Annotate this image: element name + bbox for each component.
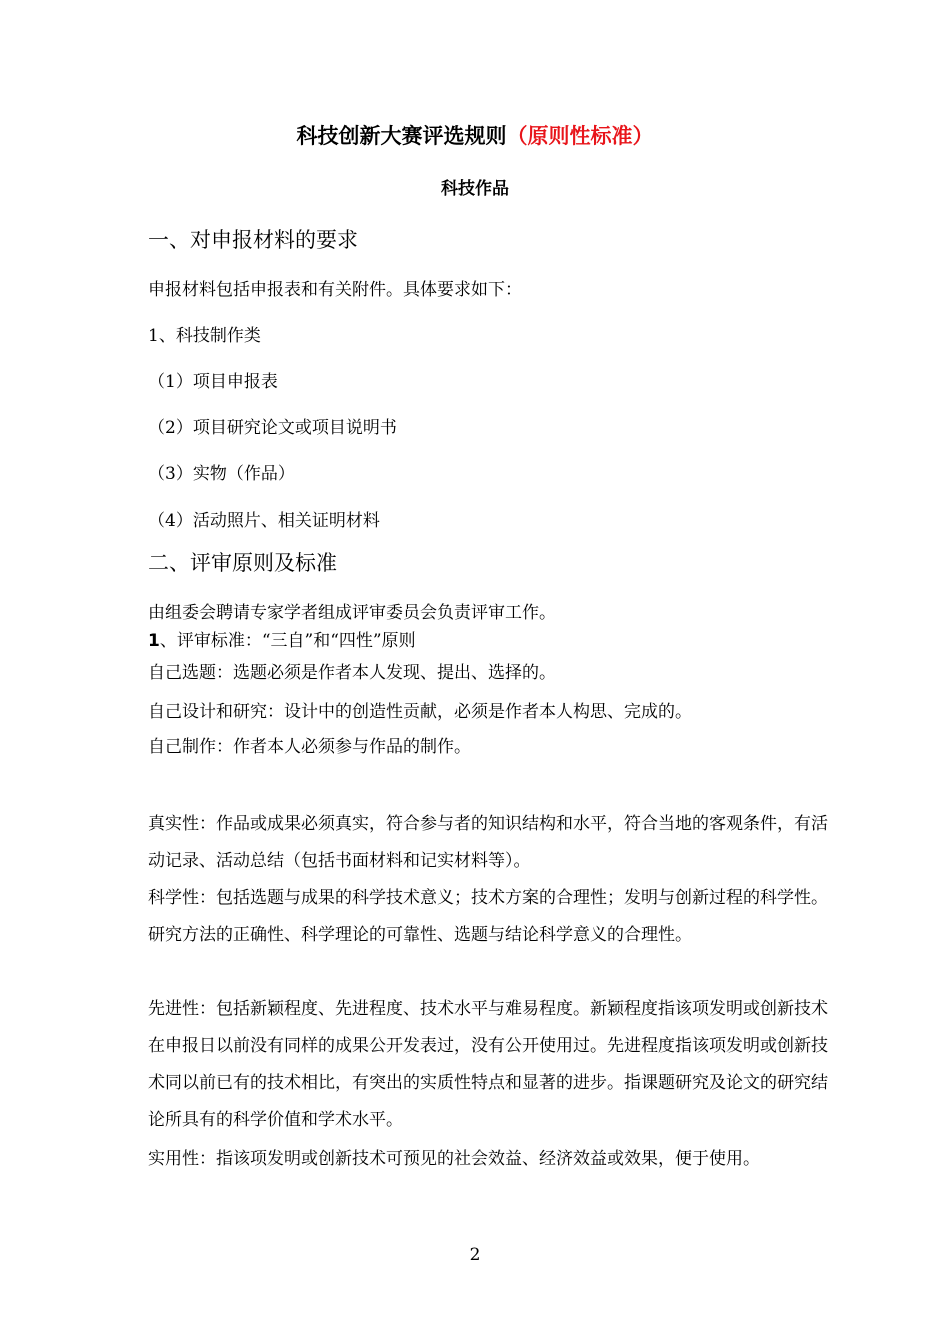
material-item-1: （1）项目申报表 (148, 372, 278, 392)
section1-category: 1、科技制作类 (148, 326, 261, 346)
document-title (0, 121, 950, 151)
section1-intro: 申报材料包括申报表和有关附件。具体要求如下： (148, 280, 522, 300)
property-scientific: 科学性：包括选题与成果的科学技术意义；技术方案的合理性；发明与创新过程的科学性。研究方法的正确性、科学理论的可靠性、选题与结论科学意义的合理性。 (148, 888, 828, 945)
self-principle-1: 自己选题：选题必须是作者本人发现、提出、选择的。 (148, 663, 556, 683)
material-item-4: （4）活动照片、相关证明材料 (148, 511, 380, 531)
criteria-text: 、评审标准：“三自”和“四性”原则 (159, 631, 416, 651)
criteria-number: 1 (148, 631, 160, 651)
section2-intro: 由组委会聘请专家学者组成评审委员会负责评审工作。 (148, 603, 556, 623)
self-principle-2: 自己设计和研究：设计中的创造性贡献，必须是作者本人构思、完成的。 (148, 702, 692, 722)
page-number: 2 (469, 1245, 481, 1265)
property-practical: 实用性：指该项发明或创新技术可预见的社会效益、经济效益或效果，便于使用。 (148, 1149, 760, 1169)
material-item-3: （3）实物（作品） (148, 464, 295, 484)
material-item-2: （2）项目研究论文或项目说明书 (148, 418, 397, 438)
section1-heading: 一、对申报材料的要求 (148, 228, 358, 252)
criteria-line (148, 628, 416, 654)
section2-heading: 二、评审原则及标准 (148, 551, 337, 575)
self-principle-3: 自己制作：作者本人必须参与作品的制作。 (148, 737, 471, 757)
title-main: 科技创新大赛评选规则 (296, 124, 507, 148)
document-subtitle: 科技作品 (441, 179, 509, 199)
title-accent: （原则性标准） (506, 124, 654, 148)
property-advanced: 先进性：包括新颖程度、先进程度、技术水平与难易程度。新颖程度指该项发明或创新技术在申报日以前没有同样的成果公开发表过，没有公开使用过。先进程度指该项发明或创新技术同以前已有的技术相比，有突出的实质性特点和显著的进步。指课题研究及论文的研究结论所具有的科学价值和学术水平。 (148, 999, 828, 1130)
property-authenticity: 真实性：作品或成果必须真实，符合参与者的知识结构和水平，符合当地的客观条件，有活动记录、活动总结（包括书面材料和记实材料等）。 (148, 814, 828, 871)
